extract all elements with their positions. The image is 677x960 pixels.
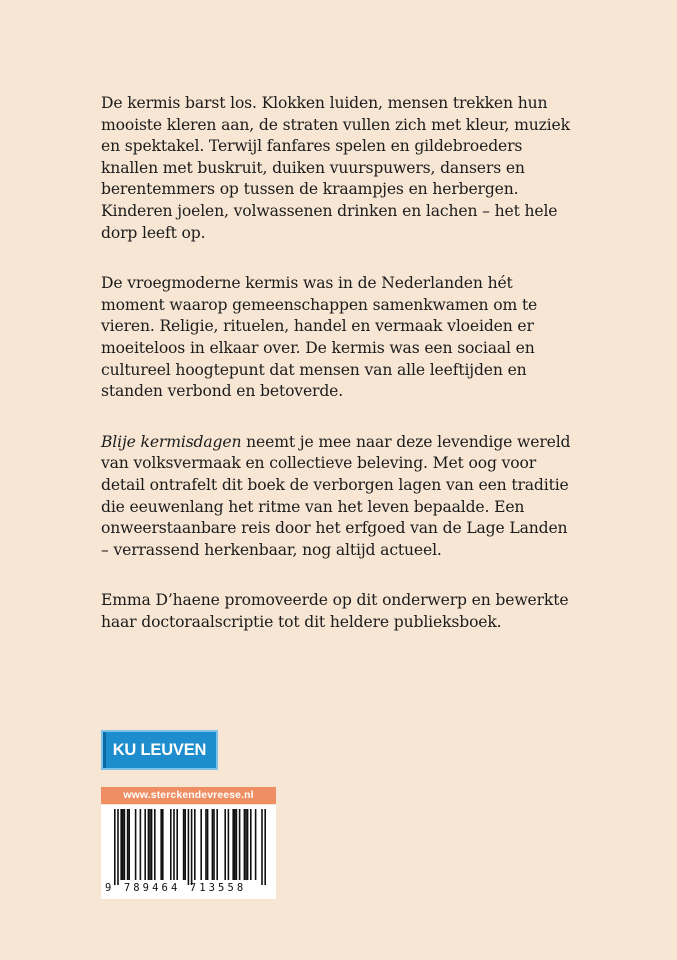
ku-leuven-logo-text: KU LEUVEN xyxy=(112,740,207,759)
barcode-bar xyxy=(128,809,130,880)
publisher-url: www.sterckendevreese.nl xyxy=(101,787,276,804)
ku-leuven-logo xyxy=(101,730,218,770)
barcode-bar xyxy=(148,809,150,880)
barcode-bar xyxy=(188,809,190,885)
barcode-bar xyxy=(250,809,252,880)
barcode-bar xyxy=(122,809,124,880)
barcode-bar xyxy=(117,809,119,885)
barcode-bar xyxy=(160,809,162,880)
barcode-bar xyxy=(236,809,238,880)
author-note: Emma D’haene promoveerde op dit onderwerp en bewerkte haar doctoraalscriptie tot dit heldere publieksboek. xyxy=(101,591,569,631)
barcode-bar xyxy=(173,809,175,880)
blurb-paragraph-1: De kermis barst los. Klokken luiden, mensen trekken hun mooiste kleren aan, de straten vullen zich met kleur, muziek en spektakel. Terwijl fanfares spelen en gildebroeders knallen met buskruit, duiken vuurspuwers, dansers en berentemmers op tussen de kraampjes en herbergen. Kinderen joelen, volwassenen drinken en lachen – het hele dorp leeft op. xyxy=(101,94,570,242)
barcode-bar xyxy=(124,809,126,880)
back-cover-text xyxy=(101,93,571,662)
barcode-bar xyxy=(183,809,185,880)
barcode-bar xyxy=(151,809,153,880)
barcode-bar xyxy=(232,809,234,880)
barcode-bar xyxy=(264,809,266,885)
barcode-bar xyxy=(135,809,137,880)
barcode-bar xyxy=(247,809,249,880)
barcode-bar xyxy=(162,809,164,880)
barcode-bar xyxy=(144,809,146,880)
book-title: Blije kermisdagen xyxy=(101,432,242,451)
barcode-bar xyxy=(207,809,209,880)
barcode-bar xyxy=(149,809,151,880)
blurb-paragraph-3 xyxy=(101,432,571,562)
barcode-bar xyxy=(194,809,196,880)
barcode-bar xyxy=(154,809,156,880)
isbn-number: 9 789464 713558 xyxy=(105,882,247,894)
barcode-bar xyxy=(224,809,226,880)
barcode-bar xyxy=(255,809,257,880)
barcode-bar xyxy=(216,809,218,880)
barcode-bar xyxy=(140,809,142,880)
barcode-bar xyxy=(261,809,263,885)
barcode-bar xyxy=(114,809,116,885)
barcode xyxy=(101,805,276,899)
barcode-bar xyxy=(205,809,207,880)
barcode-bar xyxy=(234,809,236,880)
barcode-bar xyxy=(245,809,247,880)
blurb-paragraph-2: De vroegmoderne kermis was in de Nederlanden hét moment waarop gemeenschappen samenkwamen om te vieren. Religie, rituelen, handel en vermaak vloeiden er moeiteloos in elkaar over. De kermis was een sociaal en cultureel hoogtepunt dat mensen van alle leeftijden en standen verbond en betoverde. xyxy=(101,274,538,401)
barcode-bar xyxy=(127,809,129,880)
barcode-bar xyxy=(213,809,215,880)
barcode-bar xyxy=(212,809,214,880)
blurb-paragraph-3-text: neemt je mee naar deze levendige wereld van volksvermaak en collectieve beleving. Met oog voor detail ontrafelt dit boek de verborgen lagen van een traditie die eeuwenlang het ritme van het leven bepaalde. Een onweerstaanbare reis door het erfgoed van de Lage Landen – verrassend herkenbaar, nog altijd actueel. xyxy=(101,432,571,559)
barcode-bar xyxy=(228,809,230,880)
barcode-bar xyxy=(184,809,186,880)
barcode-bar xyxy=(191,809,193,885)
barcode-bar xyxy=(239,809,241,880)
barcode-bar xyxy=(200,809,202,880)
barcode-bar xyxy=(120,809,122,880)
barcode-bar xyxy=(176,809,178,880)
barcode-bar xyxy=(244,809,246,880)
barcode-bar xyxy=(170,809,172,880)
